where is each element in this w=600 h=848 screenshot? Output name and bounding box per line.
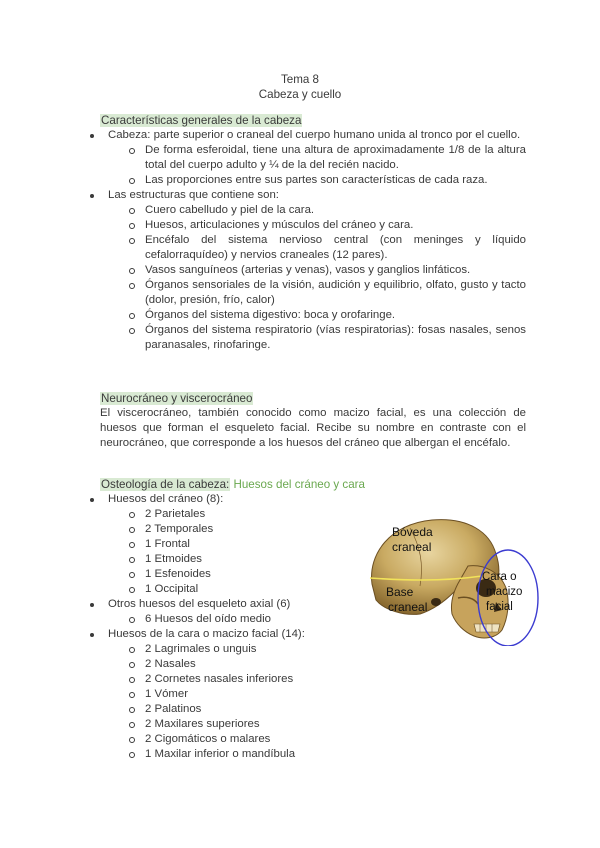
- list-item: [145, 323, 526, 353]
- list-item: [108, 492, 348, 597]
- list-item: [145, 507, 348, 522]
- list-item: [145, 702, 348, 717]
- circle-bullet-icon: [129, 737, 135, 743]
- skull-figure: [350, 506, 540, 646]
- list-item: [145, 582, 348, 597]
- list-item: [145, 522, 348, 537]
- label-base-2: craneal: [388, 600, 428, 614]
- circle-bullet-icon: [129, 178, 135, 184]
- list-item: [145, 687, 348, 702]
- label-base-1: Base: [386, 585, 414, 599]
- list-item-text: De forma esferoidal, tiene una altura de aproximadamente 1/8 de la altura total del cuerpo adulto y ¼ de la del recién nacido.: [145, 144, 526, 171]
- circle-bullet-icon: [129, 677, 135, 683]
- list-item: [145, 263, 526, 278]
- bullet-icon: [90, 603, 94, 607]
- list-item-text: Cuero cabelludo y piel de la cara.: [145, 204, 315, 216]
- list-item: [108, 128, 526, 188]
- list-item: [145, 657, 348, 672]
- list-item-text: 1 Etmoides: [145, 553, 202, 565]
- list-item: [145, 717, 348, 732]
- circle-bullet-icon: [129, 223, 135, 229]
- list-item-text: 6 Huesos del oído medio: [145, 613, 272, 625]
- heading-text: Neurocráneo y viscerocráneo: [101, 392, 253, 405]
- list-item: [145, 143, 526, 173]
- list-item-text: 2 Maxilares superiores: [145, 718, 260, 730]
- list-item-text: Vasos sanguíneos (arterias y venas), vasos y ganglios linfáticos.: [145, 264, 471, 276]
- circle-bullet-icon: [129, 512, 135, 518]
- list-item-text: Huesos del cráneo (8):: [108, 493, 224, 505]
- list-item-text: Huesos, articulaciones y músculos del cráneo y cara.: [145, 219, 414, 231]
- circle-bullet-icon: [129, 542, 135, 548]
- circle-bullet-icon: [129, 722, 135, 728]
- list-item: [145, 552, 348, 567]
- circle-bullet-icon: [129, 148, 135, 154]
- heading-text: Osteología de la cabeza:: [101, 478, 230, 491]
- list-item-text: 2 Lagrimales o unguis: [145, 643, 257, 655]
- circle-bullet-icon: [129, 707, 135, 713]
- label-cara-1: Cara o: [482, 571, 517, 583]
- circle-bullet-icon: [129, 283, 135, 289]
- list-item-text: Las estructuras que contiene son:: [108, 189, 279, 201]
- section-heading-osteo: [100, 477, 365, 492]
- label-boveda-1: Bóveda: [392, 525, 433, 539]
- list-item: [145, 233, 526, 263]
- circle-bullet-icon: [129, 238, 135, 244]
- list-item: [145, 642, 348, 657]
- circle-bullet-icon: [129, 647, 135, 653]
- list-item-text: 2 Parietales: [145, 508, 206, 520]
- heading-subtext: Huesos del cráneo y cara: [230, 478, 365, 491]
- label-cara-3: facial: [486, 601, 513, 613]
- list-item-text: Cabeza: parte superior o craneal del cuerpo humano unida al tronco por el cuello.: [108, 129, 521, 141]
- circle-bullet-icon: [129, 208, 135, 214]
- bullet-icon: [90, 633, 94, 637]
- list-item-text: 2 Cornetes nasales inferiores: [145, 673, 294, 685]
- list-item: [145, 567, 348, 582]
- circle-bullet-icon: [129, 692, 135, 698]
- bullet-icon: [90, 194, 94, 198]
- list-item-text: 1 Frontal: [145, 538, 190, 550]
- list-item-text: Otros huesos del esqueleto axial (6): [108, 598, 291, 610]
- list-item: [145, 537, 348, 552]
- circle-bullet-icon: [129, 587, 135, 593]
- list-item-text: 2 Nasales: [145, 658, 196, 670]
- bullet-icon: [90, 498, 94, 502]
- list-item-text: Órganos del sistema digestivo: boca y orofaringe.: [145, 309, 396, 321]
- list-item-text: Encéfalo del sistema nervioso central (con meninges y líquido cefalorraquídeo) y nervios craneales (12 pares).: [145, 234, 526, 261]
- list-item: [145, 308, 526, 323]
- circle-bullet-icon: [129, 662, 135, 668]
- bullet-icon: [90, 134, 94, 138]
- list-item-text: 2 Cigomáticos o malares: [145, 733, 271, 745]
- label-cara-2: macizo: [486, 586, 523, 598]
- list-item: [145, 747, 348, 762]
- circle-bullet-icon: [129, 527, 135, 533]
- list-item-text: Órganos del sistema respiratorio (vías respiratorias): fosas nasales, senos paranasales, rinofaringe.: [145, 324, 526, 351]
- list-item-text: Las proporciones entre sus partes son características de cada raza.: [145, 174, 488, 186]
- list-item-text: 1 Maxilar inferior o mandíbula: [145, 748, 296, 760]
- list-item-text: Huesos de la cara o macizo facial (14):: [108, 628, 305, 640]
- list-item-text: Órganos sensoriales de la visión, audición y equilibrio, olfato, gusto y tacto (dolor, presión, frío, calor): [145, 279, 526, 306]
- list-item-text: 1 Esfenoides: [145, 568, 211, 580]
- circle-bullet-icon: [129, 557, 135, 563]
- circle-bullet-icon: [129, 328, 135, 334]
- list-item: [108, 627, 348, 762]
- list-item: [108, 188, 526, 353]
- circle-bullet-icon: [129, 752, 135, 758]
- list-item: [108, 597, 348, 627]
- list-item-text: 2 Temporales: [145, 523, 214, 535]
- circle-bullet-icon: [129, 313, 135, 319]
- document-title: Tema 8: [280, 73, 320, 86]
- circle-bullet-icon: [129, 268, 135, 274]
- document-subtitle: Cabeza y cuello: [258, 88, 342, 101]
- list-item: [145, 203, 526, 218]
- list-item: [145, 173, 526, 188]
- list-item-text: 1 Vómer: [145, 688, 189, 700]
- list-item: [145, 612, 348, 627]
- list-item: [145, 732, 348, 747]
- section-heading-neuro: [100, 391, 253, 406]
- heading-text: Características generales de la cabeza: [101, 114, 302, 127]
- circle-bullet-icon: [129, 572, 135, 578]
- list-item-text: 2 Palatinos: [145, 703, 202, 715]
- circle-bullet-icon: [129, 617, 135, 623]
- list-item: [145, 278, 526, 308]
- neuro-paragraph: El viscerocráneo, también conocido como macizo facial, es una colección de huesos que forman el esqueleto facial. Recibe su nombre en contraste con el neurocráneo, que corresponde a los huesos del cráneo que albergan el encéfalo.: [100, 407, 526, 449]
- list-item: [145, 672, 348, 687]
- list-item: [145, 218, 526, 233]
- label-boveda-2: craneal: [392, 540, 432, 554]
- list-item-text: 1 Occipital: [145, 583, 199, 595]
- section-heading-general: [100, 113, 302, 128]
